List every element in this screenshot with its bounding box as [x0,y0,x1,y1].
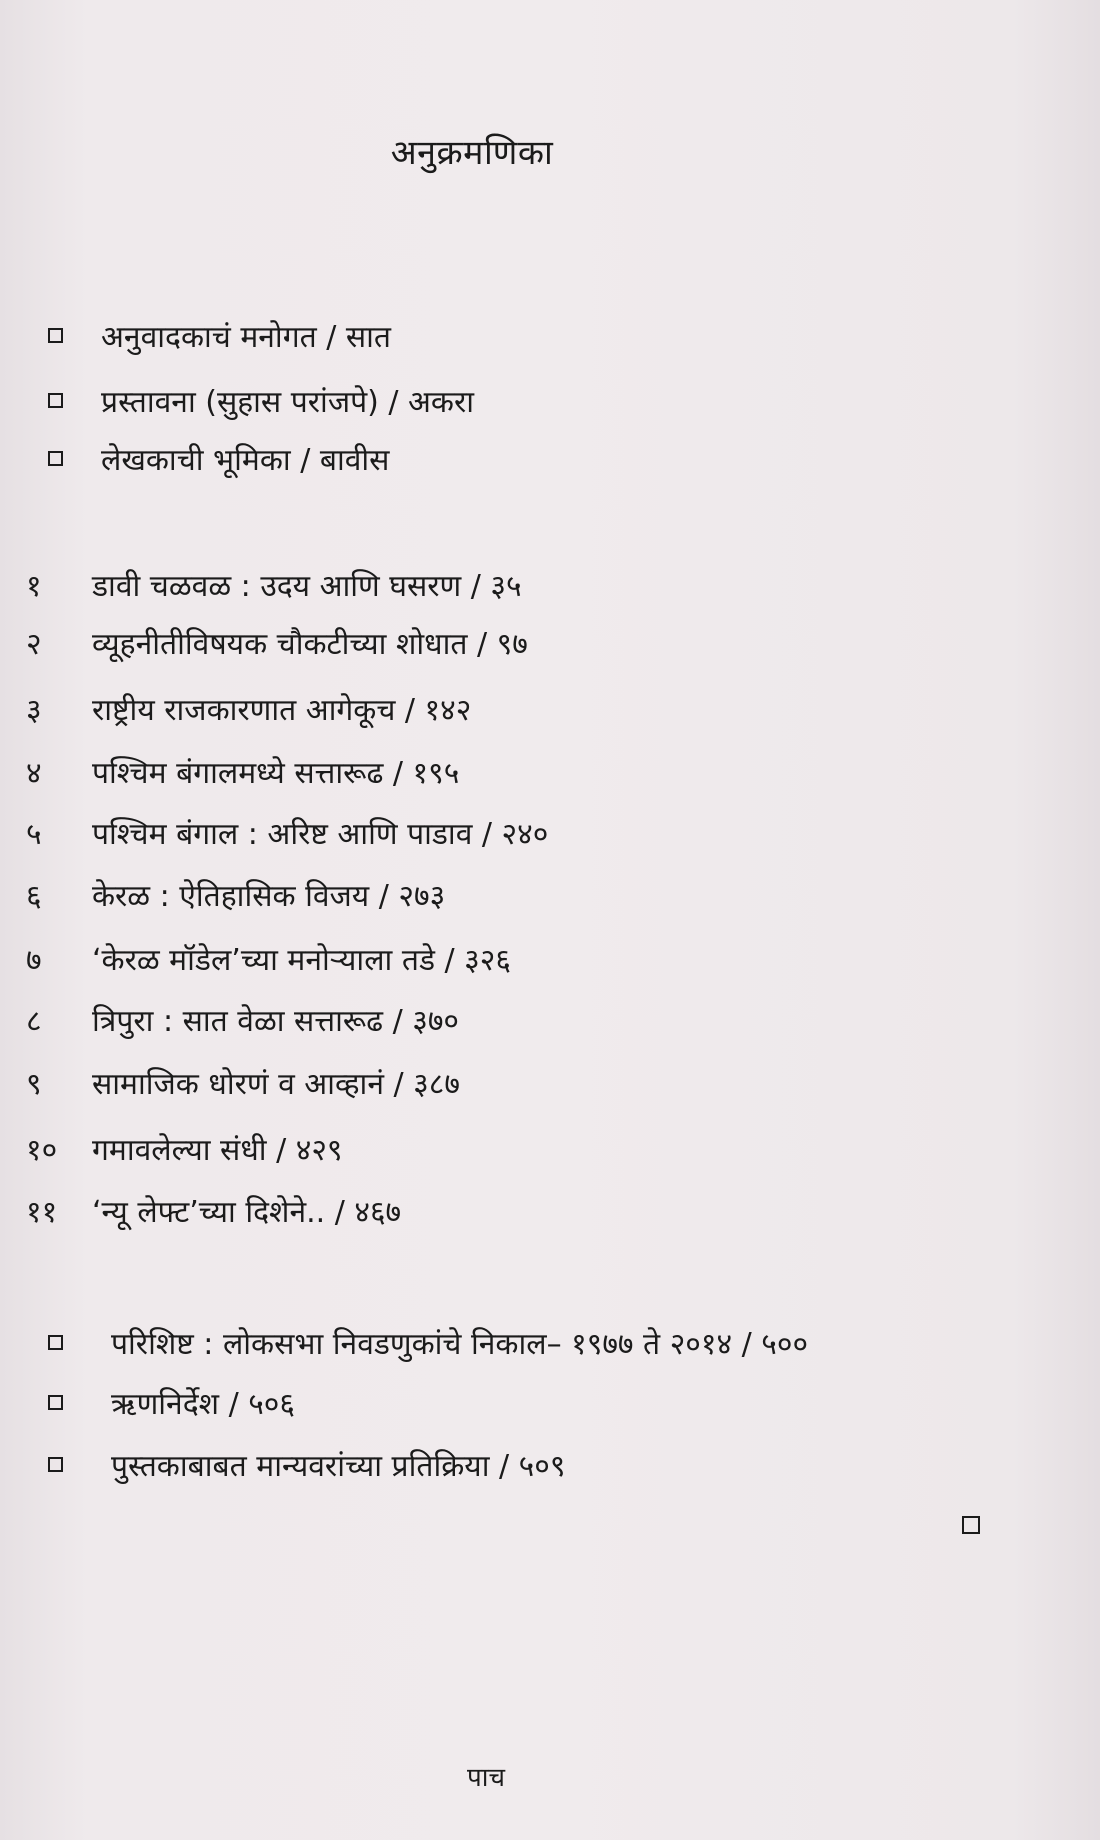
toc-back-entry [40,1378,295,1426]
toc-entry-text: अनुवादकाचं मनोगत / सात [101,319,392,355]
toc-chapter-entry [22,1124,343,1172]
toc-entry-text: पुस्तकाबाबत मान्यवरांच्या प्रतिक्रिया / ५०९ [111,1448,566,1484]
chapter-number: ९ [26,1066,42,1102]
chapter-text: सामाजिक धोरणं व आव्हानं / ३८७ [92,1066,460,1102]
chapter-text: केरळ : ऐतिहासिक विजय / २७३ [92,878,446,914]
chapter-number: १ [26,568,42,604]
toc-chapter-entry [22,934,511,982]
toc-front-entry [40,376,474,424]
toc-front-entry [40,311,391,359]
chapter-number: ४ [26,755,42,791]
toc-entry-text: लेखकाची भूमिका / बावीस [101,442,390,478]
toc-chapter-entry [22,560,522,608]
bullet-square-icon [48,451,63,466]
toc-back-entry [40,1440,565,1488]
chapter-number: ७ [26,942,42,978]
toc-chapter-entry [22,995,459,1043]
chapter-number: १० [26,1132,58,1168]
toc-chapter-entry [22,1186,401,1234]
toc-chapter-entry [22,618,528,666]
toc-chapter-entry [22,870,445,918]
bullet-square-icon [48,393,63,408]
chapter-number: ११ [26,1194,58,1230]
chapter-text: पश्चिम बंगालमध्ये सत्तारूढ / १९५ [92,755,460,791]
chapter-number: ५ [26,816,42,852]
end-square-icon [962,1516,980,1534]
chapter-text: पश्चिम बंगाल : अरिष्ट आणि पाडाव / २४० [92,816,549,852]
bullet-square-icon [48,1395,63,1410]
bullet-square-icon [48,1335,63,1350]
chapter-number: ३ [26,692,42,728]
toc-entry-text: ऋणनिर्देश / ५०६ [111,1386,296,1422]
page-title-text: अनुक्रमणिका [390,133,554,173]
toc-entry-text: प्रस्तावना (सुहास परांजपे) / अकरा [101,384,475,420]
toc-chapter-entry [22,684,471,732]
page-title [0,128,1100,174]
bullet-square-icon [48,328,63,343]
bullet-square-icon [48,1457,63,1472]
chapter-text: ‘केरळ मॉडेल’च्या मनोऱ्याला तडे / ३२६ [92,942,511,978]
chapter-text: त्रिपुरा : सात वेळा सत्तारूढ / ३७० [92,1003,460,1039]
toc-chapter-entry [22,808,548,856]
toc-back-entry [40,1318,808,1366]
page-number: पाच [466,1763,505,1793]
chapter-text: व्यूहनीतीविषयक चौकटीच्या शोधात / ९७ [92,626,528,662]
page-footer [0,1758,1100,1794]
toc-chapter-entry [22,747,459,795]
toc-entry-text: परिशिष्ट : लोकसभा निवडणुकांचे निकाल– १९७७ ते २०१४ / ५०० [111,1326,809,1362]
chapter-text: गमावलेल्या संधी / ४२९ [92,1132,343,1168]
toc-front-entry [40,434,389,482]
chapter-text: राष्ट्रीय राजकारणात आगेकूच / १४२ [92,692,472,728]
chapter-number: ६ [26,878,42,914]
chapter-text: डावी चळवळ : उदय आणि घसरण / ३५ [92,568,522,604]
chapter-number: २ [26,626,42,662]
chapter-number: ८ [26,1003,42,1039]
chapter-text: ‘न्यू लेफ्ट’च्या दिशेने.. / ४६७ [92,1194,402,1230]
toc-chapter-entry [22,1058,460,1106]
